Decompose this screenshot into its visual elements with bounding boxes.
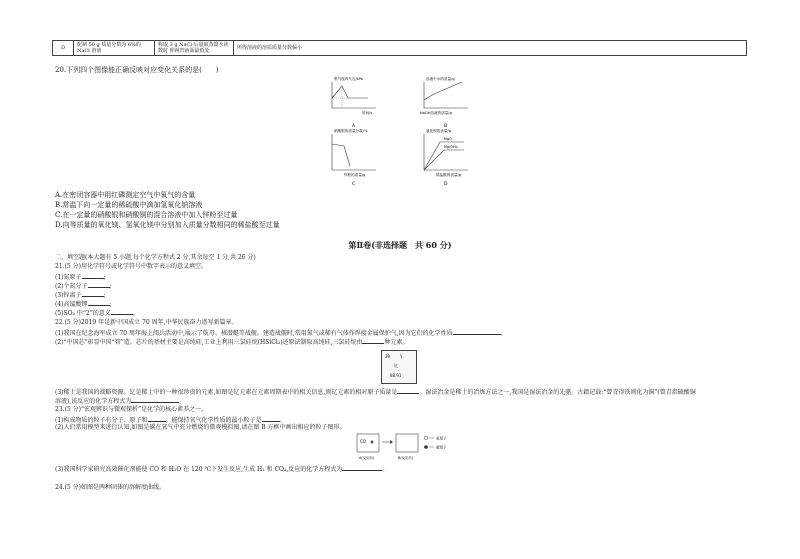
q23-stem: 23.(5 分)“宏观辨识与微观探析”是化学的核心素养之一。 [55, 406, 208, 413]
q22-part1: (1)我国在纪念海军成立 70 周年海上阅兵活动中,展示了航母、核潜艇等战舰。建造战舰时,常用氮气或稀有气体作焊接金属保护气,因为它们的化学性质 。 [55, 330, 507, 337]
graph-d [414, 126, 476, 188]
table-cell: 所得溶液的溶质质量分数偏小 [234, 41, 747, 56]
label-a: A(反应前) [359, 456, 375, 460]
q22-part3-line2: 溶液),该反应的化学方程式为 。 [55, 398, 186, 405]
q20-stem: 20.下列四个图像能正确反映对应变化关系的是( ) [55, 66, 219, 74]
q20-option-a: A.在密闭容器中用红磷测定空气中氧气的含量 [55, 191, 196, 199]
row-label: D [53, 41, 74, 56]
q21-item: (4)高锰酸钾 ; [55, 301, 112, 308]
legend-carbon: 碳原子 [436, 445, 447, 450]
atomic-mass: 88.91 [390, 373, 402, 378]
label-b: B(反应后) [398, 456, 414, 460]
q21-item: (1)氮原子 ; [55, 274, 106, 281]
graph-d-caption: D [444, 182, 448, 187]
graph-d-xlabel: 稀盐酸的质量/g [436, 173, 462, 177]
q20-option-b: B.常温下向一定量的稀硫酸中滴加氢氧化钠溶液 [55, 201, 203, 209]
table-cell: 配制 50 g 质量分数为 6%的 NaCl 溶液 [74, 41, 155, 56]
graph-d-tag-mgoh2: Mg(OH)₂ [444, 145, 459, 149]
carbon-atom-legend-icon [424, 445, 428, 449]
q21-stem: 21.(5 分)用化学符号或化学符号中数字表示的意义填空。 [55, 263, 207, 270]
graph-c [322, 126, 384, 188]
q23-part2: (2)人们常用模型来进行认知,如图是碳在氧气中充分燃烧的微观模拟图,请在图 B 方框中画出相应的粒子图形。 [55, 424, 346, 431]
q20-option-c: C.在一定量的硝酸银和硝酸铜的混合溶液中加入锌粉至过量 [55, 211, 238, 219]
micro-model-diagram [354, 432, 464, 462]
graph-a-caption: A [352, 124, 356, 129]
q22-stem: 22.(5 分)2019 年是新中国成立 70 周年,中华民族奋力谱写新篇章。 [55, 319, 238, 326]
graph-a [322, 74, 382, 130]
experiment-table [52, 40, 747, 56]
element-tile-yttrium [381, 350, 417, 384]
graph-d-ylabel: 氯化钡的质量/g [426, 129, 452, 133]
element-name: 钇 [394, 363, 398, 368]
graph-b-ylabel: 溶液中水的质量/g [426, 77, 455, 81]
q22-part3-line1: (3)稀土是我国的战略资源。钇是稀土中的一种很珍贵的元素,如图是钇元素在元素周期表中的相关信息,则钇元素的相对原子质量是 。湿法冶金是稀土的冶炼方法之一,我国是湿法冶金的先驱。古籍记载:“曾青得铁则化为铜”(曾青指硫酸铜 [55, 389, 696, 396]
part2-title: 第Ⅱ卷(非选择题 共 60 分) [348, 240, 452, 250]
graph-a-ylabel: 集气瓶内气压/kPa [334, 77, 364, 81]
part2-heading: 二、填空题(本大题有 5 小题,每个化学方程式 2 分,其余每空 1 分,共 26 分) [55, 254, 256, 261]
q24-stem: 24.(5 分)如图是两种固体的溶解度曲线。 [55, 484, 165, 491]
q21-item: (5)SO₂ 中“2”的意义 。 [55, 310, 139, 317]
graph-b-xlabel: NaOH溶液的质量/g [420, 111, 452, 115]
graph-a-xlabel: 时间/s [362, 111, 373, 115]
q21-item: (3)锌离子 ; [55, 292, 106, 299]
q21-item: (2)个氮分子 ; [55, 283, 112, 290]
element-symbol: Y [400, 354, 403, 359]
atomic-number: 39 [385, 354, 391, 359]
q20-option-d: D.向等质量的氧化镁、氢氧化镁中分别加入质量分数相同的稀盐酸至过量 [55, 221, 280, 229]
graph-c-caption: C [352, 182, 356, 187]
q23-part1: (1)构成物质的粒子有分子、原子和 。能保持氧气化学性质的最小粒子是 。 [55, 417, 286, 424]
graph-c-ylabel: 硝酸银的质量分数/% [334, 129, 368, 133]
graph-c-xlabel: 锌粉的质量/g [344, 173, 366, 177]
graph-b-caption: B [444, 124, 448, 129]
table-row [53, 41, 747, 56]
graph-b [414, 74, 476, 130]
graph-d-tag-mgo: MgO [444, 137, 452, 141]
legend-oxygen: 氧原子 [436, 436, 447, 441]
q22-part2: (2)“中国芯”彰显中国“智”造。芯片的基材主要是高纯硅,工业上利用三氯硅烷(HSiCl₃)还原法制取高纯硅,三氯硅烷由 种元素。 [55, 339, 409, 346]
oxygen-atom-legend-icon [424, 436, 428, 440]
q23-part3: (3)我国科学家研究高效催化剂能使 CO 和 H₂O 在 120 ℃下发生反应,生成 H₂ 和 CO₂,反应的化学方程式为 。 [55, 466, 389, 473]
molecule-label: CO [360, 439, 366, 444]
table-cell: 称取 3 g NaCl 后量取蒸馏水读数时 仰视凹液面最低处 [155, 41, 234, 56]
